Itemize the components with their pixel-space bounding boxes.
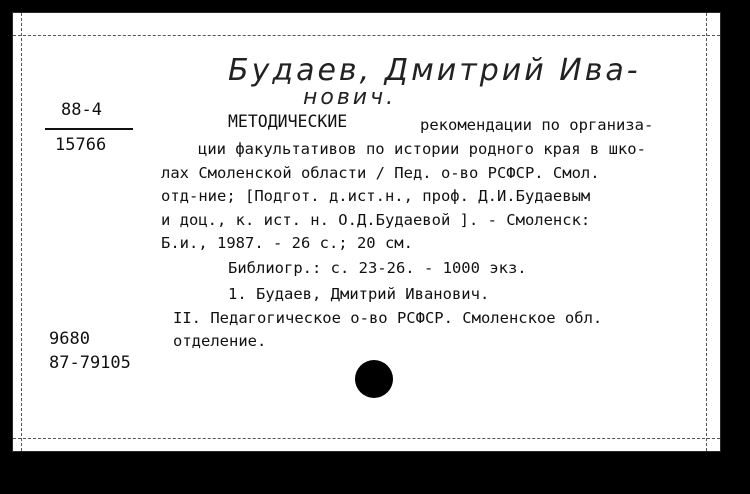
subject-entry-2-continued: отделение. bbox=[173, 332, 267, 350]
handwritten-author-line-1: Будаев, Дмитрий Ива- bbox=[228, 53, 641, 88]
catalog-card bbox=[12, 12, 721, 452]
card-border-line-left bbox=[21, 13, 22, 451]
call-number-top: 88-4 bbox=[61, 100, 102, 120]
punch-hole bbox=[355, 360, 393, 398]
card-border-line-bottom bbox=[13, 438, 720, 439]
code-1: 9680 bbox=[49, 329, 90, 349]
card-border-line-right bbox=[706, 13, 707, 451]
bibliography-note: Библиогр.: с. 23-26. - 1000 экз. bbox=[228, 259, 527, 277]
description-line-6: Б.и., 1987. - 26 с.; 20 см. bbox=[161, 234, 413, 252]
description-line-3: лах Смоленской области / Пед. о-во РСФСР. Смол. bbox=[161, 164, 600, 182]
call-number-divider bbox=[45, 128, 133, 130]
call-number-bottom: 15766 bbox=[55, 135, 107, 155]
description-line-5: и доц., к. ист. н. О.Д.Будаевой ]. - Смоленск: bbox=[161, 211, 591, 229]
description-line-2: ции факультативов по истории родного края в шко- bbox=[198, 140, 646, 158]
subject-entry-1: 1. Будаев, Дмитрий Иванович. bbox=[228, 285, 490, 303]
handwritten-author-line-2: нович. bbox=[303, 85, 397, 110]
description-line-4: отд-ние; [Подгот. д.ист.н., проф. Д.И.Будаевым bbox=[161, 187, 591, 205]
subject-entry-2: II. Педагогическое о-во РСФСР. Смоленское обл. bbox=[173, 309, 603, 327]
title-word: МЕТОДИЧЕСКИЕ bbox=[228, 112, 348, 131]
description-line-1: рекомендации по организа- bbox=[420, 116, 654, 134]
code-2: 87-79105 bbox=[49, 353, 131, 373]
card-border-line-top bbox=[13, 35, 720, 36]
